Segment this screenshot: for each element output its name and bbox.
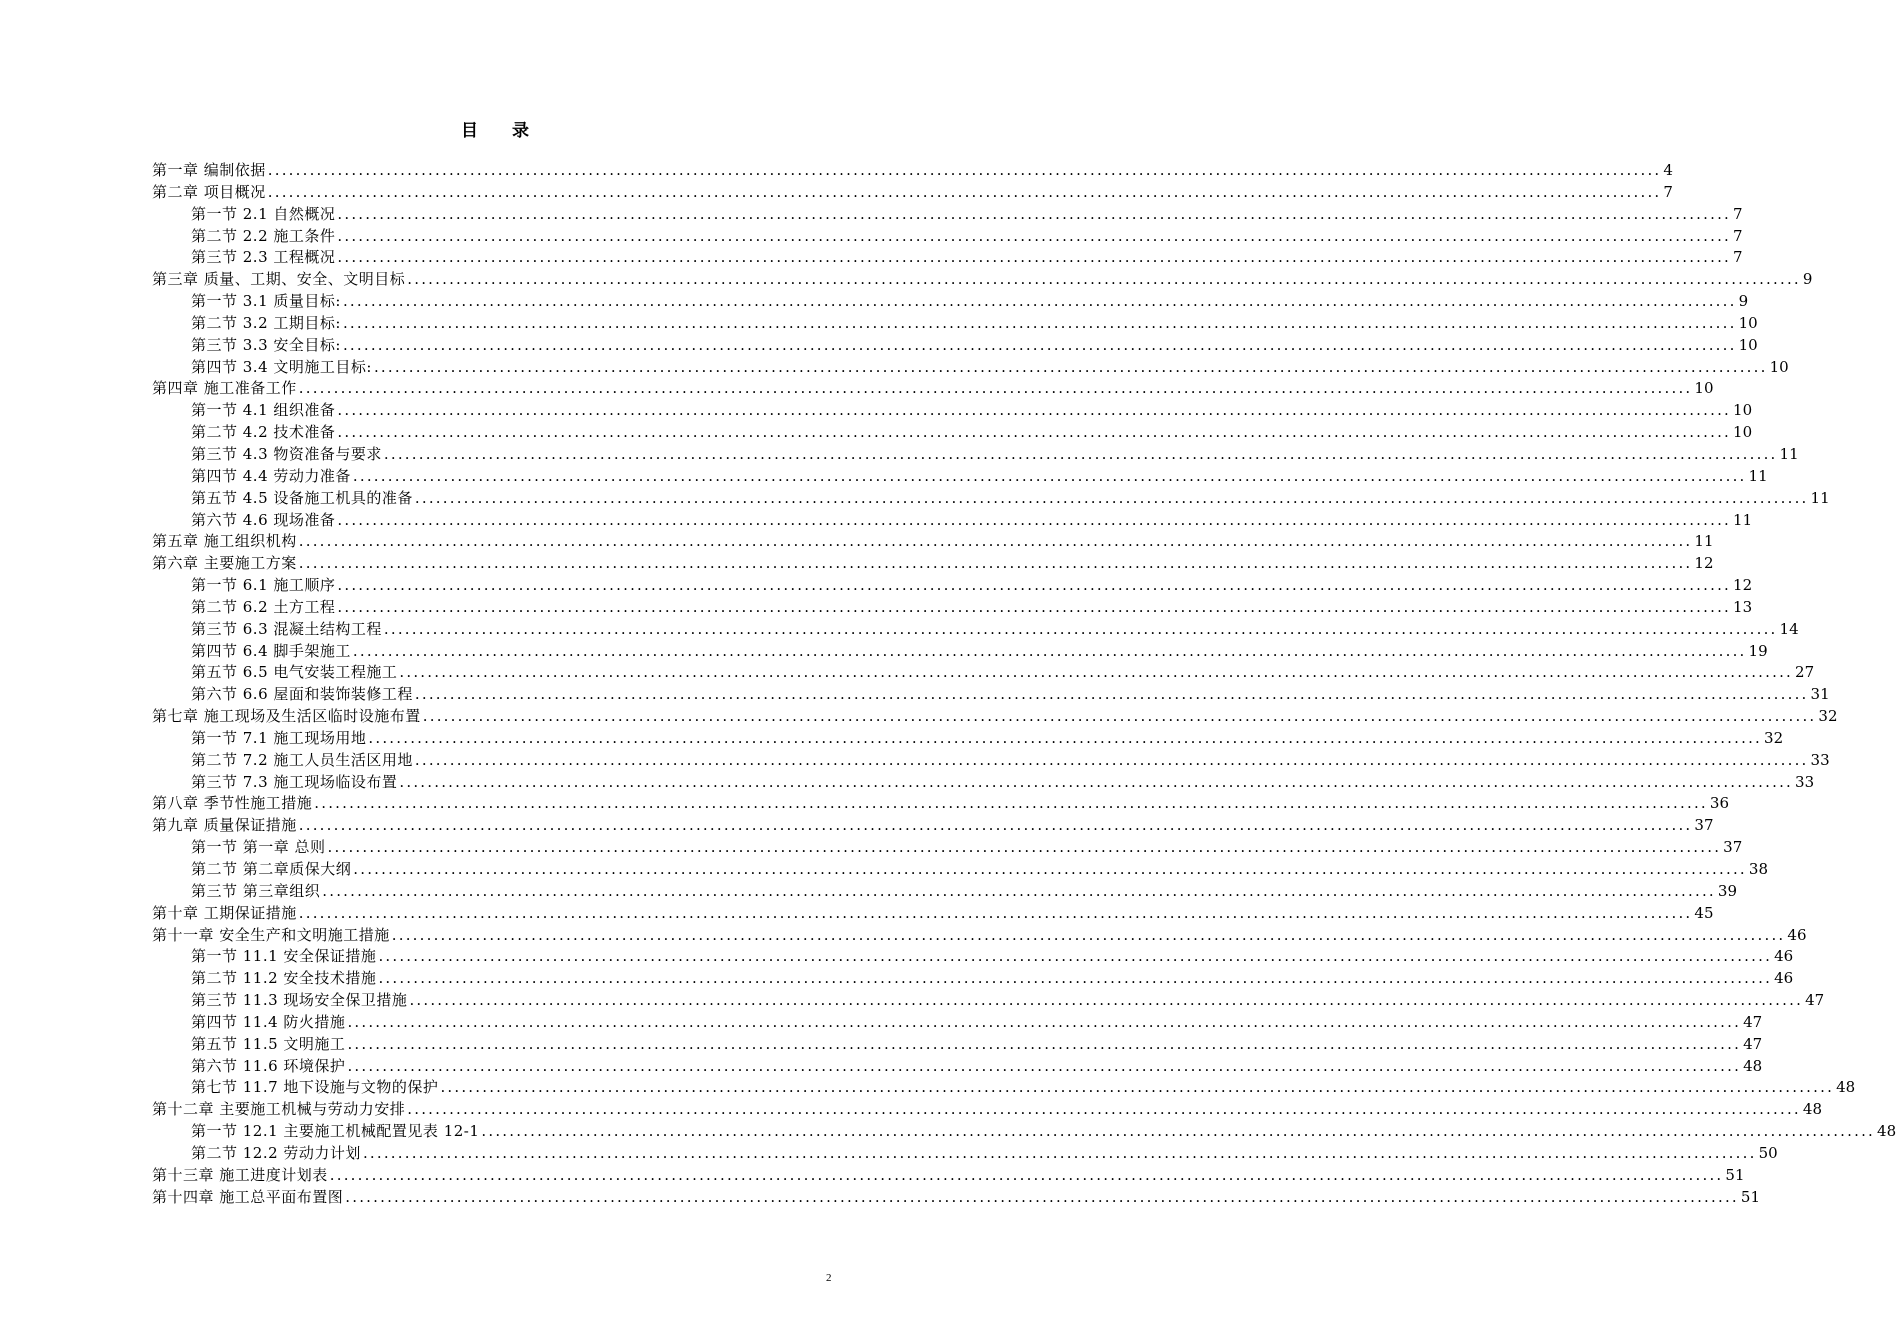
- dot-leader: ........................................................................................................................................................................................................: [383, 619, 1778, 638]
- toc-entry-page: 47: [1743, 1034, 1763, 1053]
- dot-leader: ........................................................................................................................................................................................................: [414, 685, 1809, 704]
- toc-entry-page: 12: [1694, 554, 1714, 573]
- dot-leader: ........................................................................................................................................................................................................: [414, 488, 1809, 507]
- toc-section-entry[interactable]: [152, 400, 1753, 422]
- toc-entry-page: 33: [1795, 772, 1815, 791]
- toc-section-entry[interactable]: [152, 968, 1794, 990]
- toc-entry-page: 10: [1738, 335, 1758, 354]
- toc-section-entry[interactable]: [152, 226, 1743, 248]
- toc-chapter-entry[interactable]: [152, 706, 1838, 728]
- toc-entry-label: 第七节 11.7 地下设施与文物的保护: [191, 1078, 439, 1097]
- toc-entry-label: 第六节 6.6 屋面和装饰装修工程: [191, 685, 413, 704]
- dot-leader: ........................................................................................................................................................................................................: [347, 1034, 1742, 1053]
- toc-entry-label: 第六节 4.6 现场准备: [191, 510, 336, 529]
- toc-entry-page: 48: [1836, 1078, 1856, 1097]
- dot-leader: ........................................................................................................................................................................................................: [337, 597, 1732, 616]
- toc-entry-label: 第一节 6.1 施工顺序: [191, 576, 336, 595]
- toc-entry-label: 第五节 11.5 文明施工: [191, 1034, 346, 1053]
- toc-chapter-entry[interactable]: [152, 182, 1673, 204]
- toc-entry-label: 第三节 第三章组织: [191, 881, 321, 900]
- toc-entry-label: 第一节 3.1 质量目标:: [191, 292, 341, 311]
- toc-entry-page: 46: [1774, 969, 1794, 988]
- dot-leader: ........................................................................................................................................................................................................: [399, 772, 1794, 791]
- dot-leader: ........................................................................................................................................................................................................: [352, 641, 1747, 660]
- toc-entry-label: 第六章 主要施工方案: [152, 554, 297, 573]
- toc-entry-label: 第一节 12.1 主要施工机械配置见表 12-1: [191, 1122, 480, 1141]
- toc-entry-page: 10: [1738, 313, 1758, 332]
- toc-entry-label: 第十三章 施工进度计划表: [152, 1165, 328, 1184]
- dot-leader: ........................................................................................................................................................................................................: [298, 554, 1693, 573]
- toc-section-entry[interactable]: [152, 619, 1799, 641]
- toc-section-entry[interactable]: [152, 247, 1743, 269]
- toc-entry-label: 第三节 11.3 现场安全保卫措施: [191, 991, 408, 1010]
- toc-entry-label: 第三章 质量、工期、安全、文明目标: [152, 270, 406, 289]
- toc-entry-page: 32: [1764, 728, 1784, 747]
- toc-section-entry[interactable]: [152, 990, 1825, 1012]
- toc-section-entry[interactable]: [152, 422, 1753, 444]
- toc-entry-label: 第十二章 主要施工机械与劳动力安排: [152, 1100, 406, 1119]
- toc-entry-page: 9: [1802, 270, 1813, 289]
- toc-entry-label: 第一节 7.1 施工现场用地: [191, 728, 367, 747]
- dot-leader: ........................................................................................................................................................................................................: [267, 182, 1662, 201]
- toc-entry-label: 第二节 3.2 工期目标:: [191, 313, 341, 332]
- toc-entry-page: 11: [1810, 488, 1830, 507]
- toc-entry-label: 第一章 编制依据: [152, 161, 266, 179]
- toc-section-entry[interactable]: [152, 510, 1753, 532]
- toc-section-entry[interactable]: [152, 662, 1815, 684]
- toc-chapter-entry[interactable]: [152, 1165, 1745, 1187]
- toc-entry-page: 7: [1733, 226, 1743, 245]
- toc-entry-label: 第九章 质量保证措施: [152, 816, 297, 835]
- toc-entry-page: 9: [1738, 292, 1749, 311]
- dot-leader: ........................................................................................................................................................................................................: [337, 423, 1732, 442]
- toc-section-entry[interactable]: [152, 881, 1737, 903]
- toc-entry-label: 第八章 季节性施工措施: [152, 794, 313, 813]
- toc-entry-page: 13: [1733, 597, 1753, 616]
- toc-chapter-entry[interactable]: [152, 793, 1729, 815]
- dot-leader: ........................................................................................................................................................................................................: [337, 510, 1732, 529]
- toc-entry-page: 19: [1748, 641, 1768, 660]
- toc-entry-page: 37: [1723, 838, 1743, 857]
- toc-entry-label: 第十章 工期保证措施: [152, 903, 297, 922]
- toc-entry-label: 第三节 3.3 安全目标:: [191, 335, 341, 354]
- dot-leader: ........................................................................................................................................................................................................: [353, 860, 1747, 878]
- dot-leader: ........................................................................................................................................................................................................: [342, 313, 1737, 332]
- toc-entry-page: 10: [1769, 357, 1789, 376]
- dot-leader: ........................................................................................................................................................................................................: [298, 379, 1693, 398]
- toc-section-entry[interactable]: [152, 1012, 1763, 1034]
- dot-leader: ........................................................................................................................................................................................................: [347, 1012, 1742, 1031]
- toc-section-entry[interactable]: [152, 837, 1743, 859]
- toc-entry-page: 32: [1818, 707, 1838, 726]
- toc-section-entry[interactable]: [152, 575, 1753, 597]
- toc-entry-page: 47: [1743, 1012, 1763, 1031]
- dot-leader: ........................................................................................................................................................................................................: [342, 335, 1737, 354]
- dot-leader: ........................................................................................................................................................................................................: [414, 750, 1809, 769]
- dot-leader: ........................................................................................................................................................................................................: [373, 357, 1768, 376]
- dot-leader: ........................................................................................................................................................................................................: [352, 466, 1747, 485]
- toc-entry-page: 48: [1802, 1100, 1822, 1119]
- toc-section-entry[interactable]: [152, 1077, 1856, 1099]
- toc-section-entry[interactable]: [152, 728, 1784, 750]
- toc-entry-label: 第三节 6.3 混凝土结构工程: [191, 619, 382, 638]
- toc-entry-label: 第二节 7.2 施工人员生活区用地: [191, 750, 413, 769]
- dot-leader: ........................................................................................................................................................................................................: [440, 1078, 1835, 1097]
- toc-entry-page: 46: [1787, 925, 1807, 944]
- toc-section-entry[interactable]: [152, 1143, 1778, 1165]
- toc-section-entry[interactable]: [152, 1034, 1763, 1056]
- toc-entry-page: 47: [1805, 991, 1825, 1010]
- toc-entry-page: 48: [1877, 1122, 1896, 1141]
- toc-chapter-entry[interactable]: [152, 160, 1673, 182]
- toc-chapter-entry[interactable]: [152, 553, 1714, 575]
- dot-leader: ........................................................................................................................................................................................................: [337, 401, 1732, 420]
- toc-section-entry[interactable]: [152, 204, 1743, 226]
- toc-entry-page: 7: [1733, 204, 1743, 223]
- toc-section-entry[interactable]: [152, 466, 1768, 488]
- dot-leader: ........................................................................................................................................................................................................: [378, 947, 1773, 966]
- toc-chapter-entry[interactable]: [152, 925, 1807, 947]
- toc-entry-label: 第二节 2.2 施工条件: [191, 226, 336, 245]
- toc-entry-label: 第十四章 施工总平面布置图: [152, 1187, 344, 1206]
- toc-entry-label: 第二节 12.2 劳动力计划: [191, 1143, 361, 1162]
- toc-entry-page: 31: [1810, 685, 1830, 704]
- toc-entry-page: 4: [1663, 161, 1673, 179]
- toc-section-entry[interactable]: [152, 946, 1794, 968]
- dot-leader: ........................................................................................................................................................................................................: [347, 1056, 1742, 1075]
- dot-leader: ........................................................................................................................................................................................................: [362, 1143, 1757, 1162]
- toc-entry-label: 第五章 施工组织机构: [152, 532, 297, 551]
- dot-leader: ........................................................................................................................................................................................................: [481, 1122, 1876, 1141]
- toc-section-entry[interactable]: [152, 750, 1830, 772]
- dot-leader: ........................................................................................................................................................................................................: [378, 969, 1773, 988]
- toc-section-entry[interactable]: [152, 488, 1830, 510]
- toc-entry-page: 10: [1733, 423, 1753, 442]
- toc-entry-page: 10: [1694, 379, 1714, 398]
- toc-section-entry[interactable]: [152, 684, 1830, 706]
- toc-entry-label: 第一节 2.1 自然概况: [191, 204, 336, 223]
- toc-entry-label: 第五节 4.5 设备施工机具的准备: [191, 488, 413, 507]
- toc-entry-label: 第五节 6.5 电气安装工程施工: [191, 663, 398, 682]
- toc-entry-page: 11: [1733, 510, 1753, 529]
- dot-leader: ........................................................................................................................................................................................................: [329, 1165, 1724, 1184]
- toc-entry-label: 第三节 2.3 工程概况: [191, 248, 336, 267]
- toc-entry-page: 45: [1694, 903, 1714, 922]
- toc-entry-label: 第二章 项目概况: [152, 182, 266, 201]
- dot-leader: ........................................................................................................................................................................................................: [342, 292, 1737, 311]
- toc-section-entry[interactable]: [152, 291, 1749, 313]
- toc-entry-page: 11: [1694, 532, 1714, 551]
- table-of-contents: [152, 160, 1896, 1209]
- dot-leader: ........................................................................................................................................................................................................: [337, 204, 1732, 223]
- toc-entry-page: 12: [1733, 576, 1753, 595]
- toc-entry-page: 37: [1694, 816, 1714, 835]
- toc-entry-page: 11: [1748, 466, 1768, 485]
- toc-entry-label: 第二节 6.2 土方工程: [191, 597, 336, 616]
- toc-section-entry[interactable]: [152, 772, 1815, 794]
- toc-section-entry[interactable]: [152, 859, 1768, 881]
- toc-chapter-entry[interactable]: [152, 815, 1714, 837]
- dot-leader: ........................................................................................................................................................................................................: [422, 707, 1817, 726]
- toc-section-entry[interactable]: [152, 357, 1789, 379]
- dot-leader: ........................................................................................................................................................................................................: [409, 991, 1804, 1010]
- toc-chapter-entry[interactable]: [152, 531, 1714, 553]
- toc-entry-page: 50: [1758, 1143, 1778, 1162]
- toc-entry-label: 第二节 11.2 安全技术措施: [191, 969, 377, 988]
- toc-entry-label: 第四节 11.4 防火措施: [191, 1012, 346, 1031]
- dot-leader: ........................................................................................................................................................................................................: [345, 1187, 1739, 1206]
- dot-leader: ........................................................................................................................................................................................................: [314, 794, 1708, 813]
- toc-entry-page: 46: [1774, 947, 1794, 966]
- dot-leader: ........................................................................................................................................................................................................: [407, 1100, 1801, 1119]
- toc-chapter-entry[interactable]: [152, 378, 1714, 400]
- toc-entry-label: 第七章 施工现场及生活区临时设施布置: [152, 707, 421, 726]
- toc-title: 目 录: [461, 121, 529, 141]
- toc-section-entry[interactable]: [152, 335, 1758, 357]
- toc-entry-label: 第十一章 安全生产和文明施工措施: [152, 925, 390, 944]
- toc-section-entry[interactable]: [152, 641, 1768, 663]
- toc-entry-label: 第一节 第一章 总则: [191, 838, 326, 857]
- dot-leader: ........................................................................................................................................................................................................: [298, 816, 1693, 835]
- dot-leader: ........................................................................................................................................................................................................: [399, 663, 1794, 682]
- toc-entry-label: 第四节 3.4 文明施工目标:: [191, 357, 372, 376]
- dot-leader: ........................................................................................................................................................................................................: [298, 532, 1693, 551]
- toc-entry-label: 第二节 4.2 技术准备: [191, 423, 336, 442]
- toc-entry-page: 10: [1733, 401, 1753, 420]
- dot-leader: ........................................................................................................................................................................................................: [391, 925, 1786, 944]
- toc-entry-page: 27: [1795, 663, 1815, 682]
- dot-leader: ........................................................................................................................................................................................................: [327, 838, 1722, 857]
- toc-entry-page: 33: [1810, 750, 1830, 769]
- toc-entry-page: 7: [1663, 182, 1673, 201]
- toc-entry-label: 第二节 第二章质保大纲: [191, 860, 352, 878]
- toc-entry-page: 36: [1709, 794, 1729, 813]
- toc-entry-label: 第三节 7.3 施工现场临设布置: [191, 772, 398, 791]
- toc-entry-page: 39: [1717, 881, 1737, 900]
- toc-entry-page: 7: [1733, 248, 1743, 267]
- toc-entry-label: 第四节 6.4 脚手架施工: [191, 641, 351, 660]
- toc-section-entry[interactable]: [152, 1121, 1896, 1143]
- dot-leader: ........................................................................................................................................................................................................: [368, 728, 1763, 747]
- dot-leader: ........................................................................................................................................................................................................: [407, 270, 1801, 289]
- toc-entry-page: 38: [1748, 860, 1768, 878]
- dot-leader: ........................................................................................................................................................................................................: [298, 903, 1693, 922]
- toc-section-entry[interactable]: [152, 313, 1758, 335]
- toc-section-entry[interactable]: [152, 597, 1753, 619]
- dot-leader: ........................................................................................................................................................................................................: [267, 161, 1662, 179]
- toc-entry-label: 第一节 4.1 组织准备: [191, 401, 336, 420]
- toc-entry-label: 第六节 11.6 环境保护: [191, 1056, 346, 1075]
- toc-entry-page: 14: [1779, 619, 1799, 638]
- toc-entry-label: 第四章 施工准备工作: [152, 379, 297, 398]
- dot-leader: ........................................................................................................................................................................................................: [337, 248, 1732, 267]
- dot-leader: ........................................................................................................................................................................................................: [383, 444, 1778, 463]
- toc-entry-page: 48: [1743, 1056, 1763, 1075]
- toc-chapter-entry[interactable]: [152, 1099, 1822, 1121]
- toc-entry-page: 51: [1740, 1187, 1760, 1206]
- dot-leader: ........................................................................................................................................................................................................: [322, 881, 1716, 900]
- toc-entry-label: 第一节 11.1 安全保证措施: [191, 947, 377, 966]
- page-number: 2: [826, 1272, 832, 1284]
- toc-section-entry[interactable]: [152, 444, 1799, 466]
- toc-section-entry[interactable]: [152, 1056, 1763, 1078]
- toc-chapter-entry[interactable]: [152, 1187, 1760, 1209]
- dot-leader: ........................................................................................................................................................................................................: [337, 576, 1732, 595]
- toc-chapter-entry[interactable]: [152, 269, 1813, 291]
- toc-chapter-entry[interactable]: [152, 903, 1714, 925]
- toc-entry-label: 第四节 4.4 劳动力准备: [191, 466, 351, 485]
- toc-entry-label: 第三节 4.3 物资准备与要求: [191, 444, 382, 463]
- dot-leader: ........................................................................................................................................................................................................: [337, 226, 1732, 245]
- toc-entry-page: 11: [1779, 444, 1799, 463]
- toc-entry-page: 51: [1725, 1165, 1745, 1184]
